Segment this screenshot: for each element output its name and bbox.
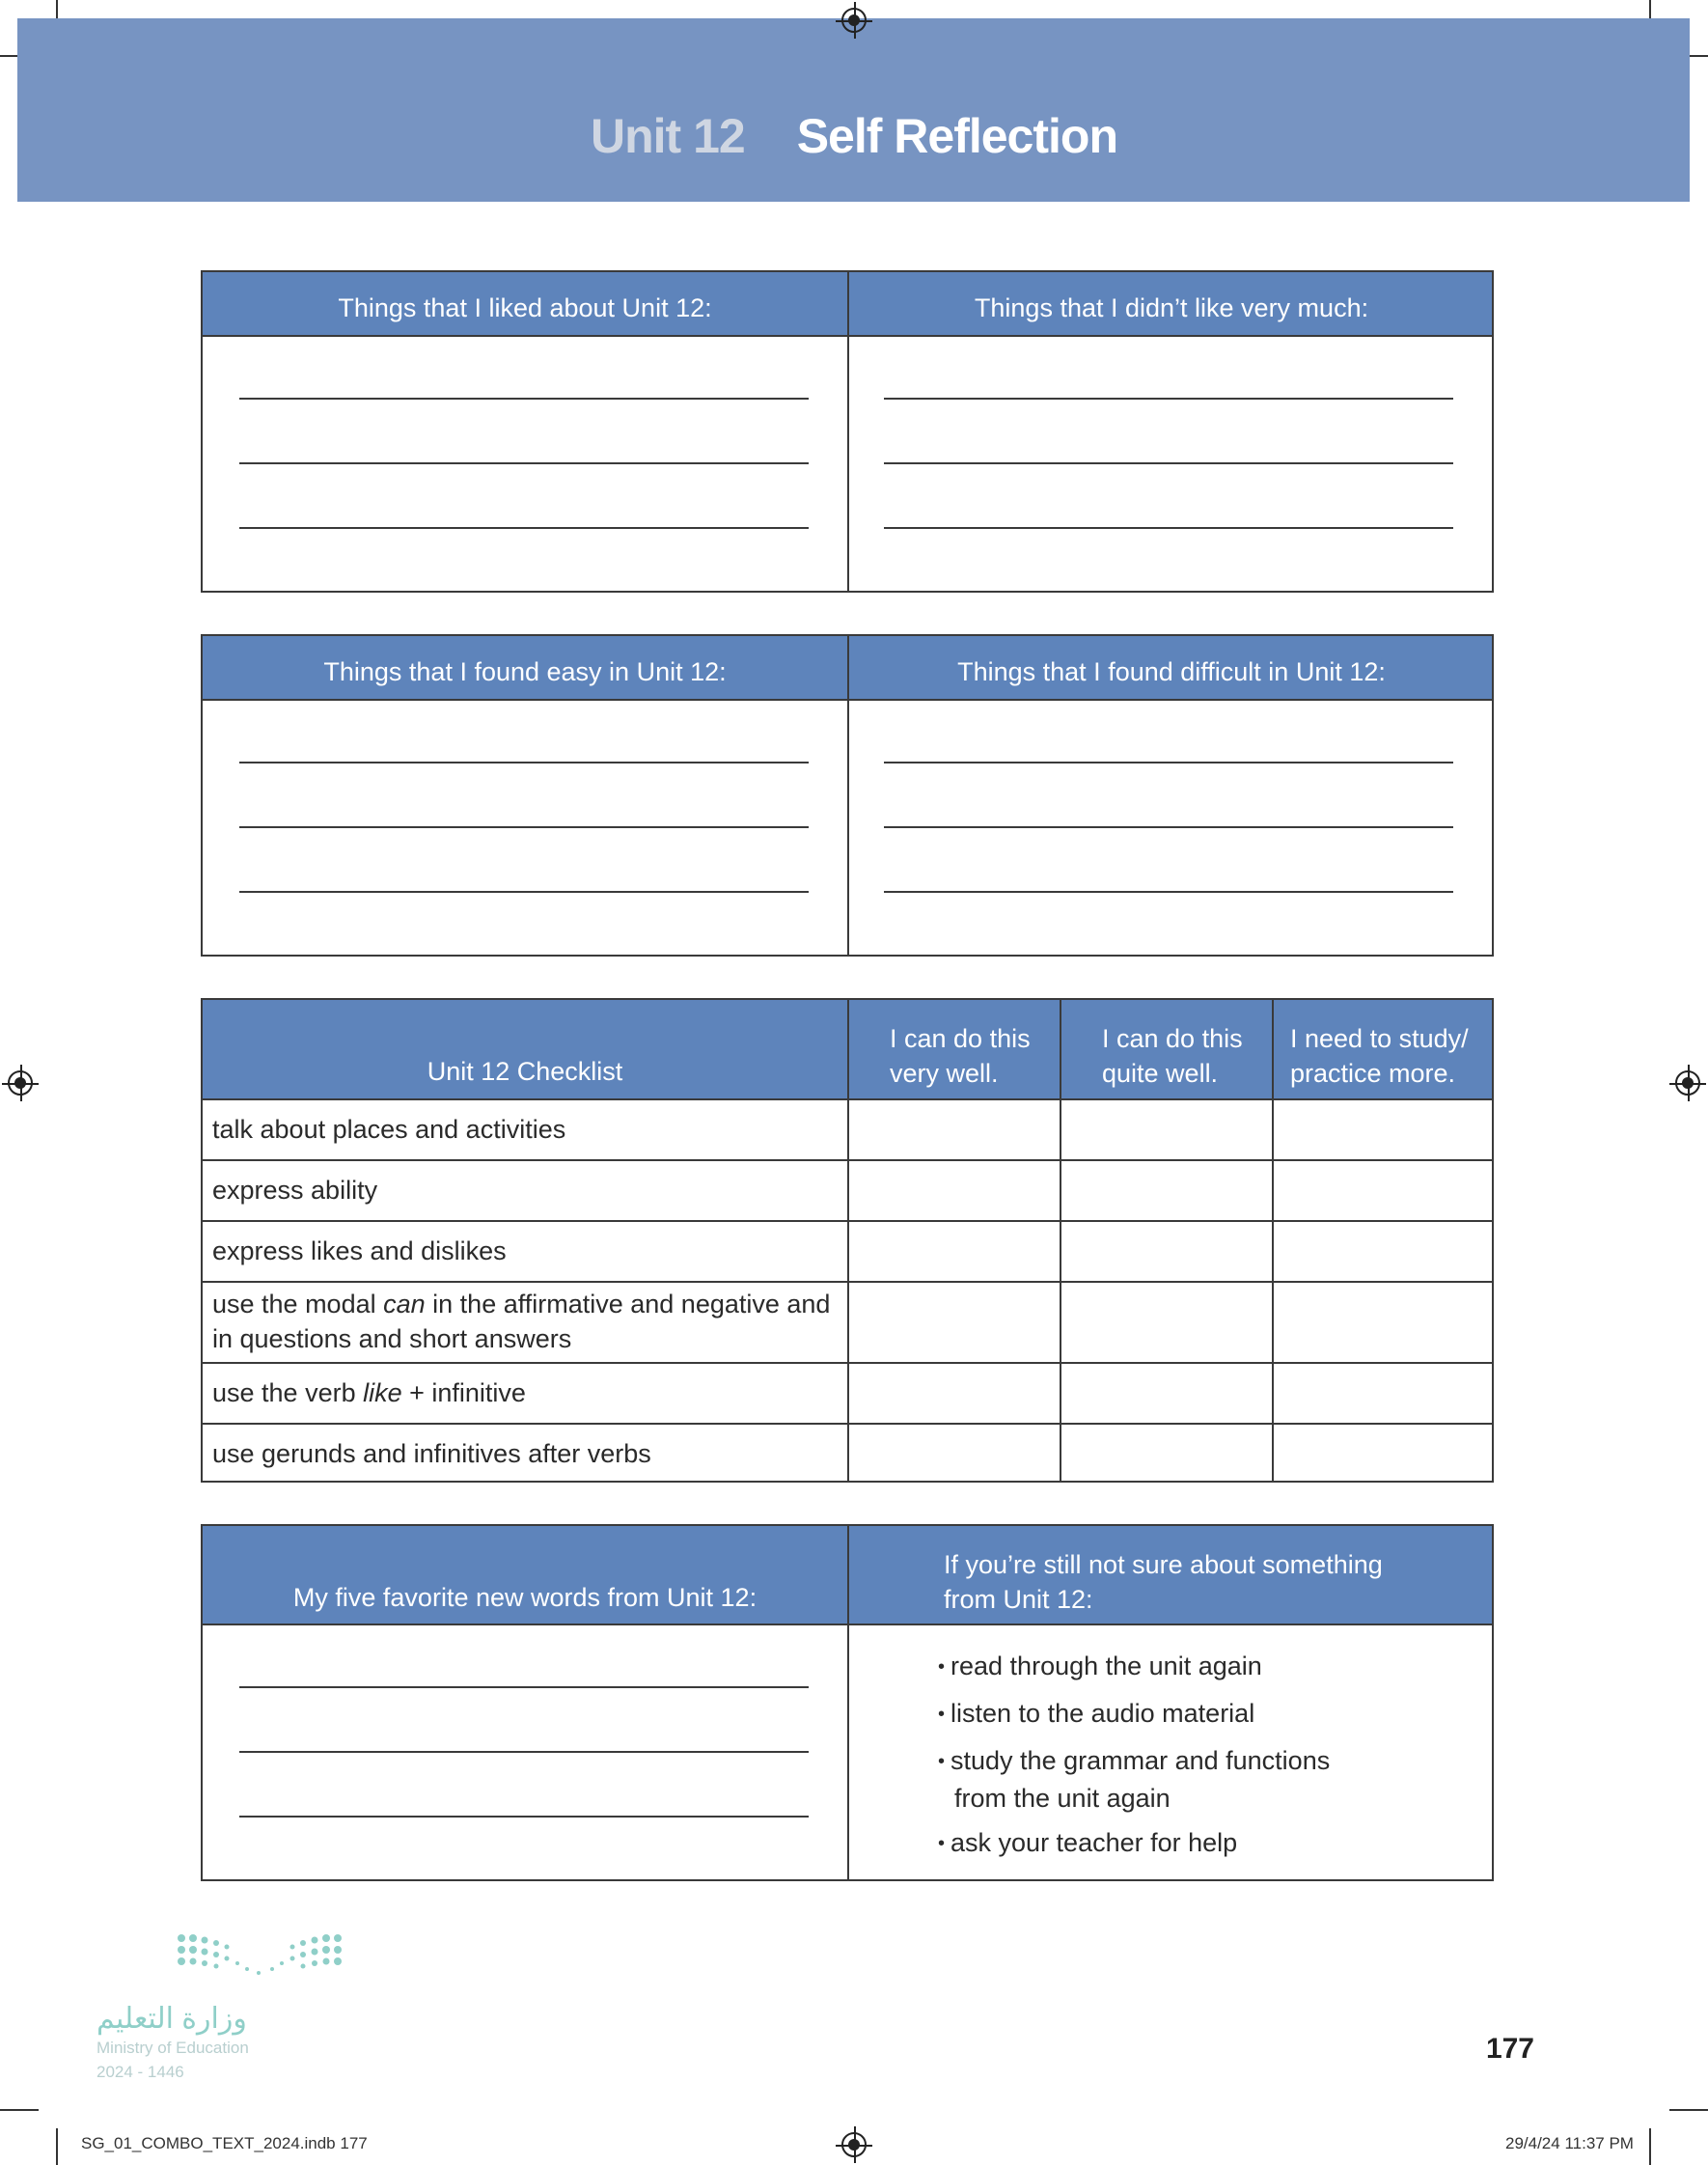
page-title <box>0 108 1708 164</box>
ministry-arabic-name: وزارة التعليم <box>96 2003 247 2035</box>
writing-line[interactable] <box>239 527 809 529</box>
header-easy: Things that I found easy in Unit 12: <box>323 657 727 686</box>
ministry-year: 2024 - 1446 <box>96 2063 184 2081</box>
words-table <box>201 1524 1494 1881</box>
writing-line[interactable] <box>884 762 1453 763</box>
checklist-cell[interactable] <box>1274 1161 1492 1220</box>
column-very-well <box>890 1021 1031 1091</box>
text-part: use the verb <box>212 1378 364 1407</box>
column-label: quite well. <box>1102 1059 1219 1088</box>
crop-mark <box>1649 2128 1651 2165</box>
header-not-sure <box>944 1547 1383 1617</box>
bullet-icon: • <box>938 1704 946 1725</box>
writing-line[interactable] <box>884 826 1453 828</box>
header-difficult: Things that I found difficult in Unit 12: <box>957 657 1386 686</box>
checklist-row-label: talk about places and activities <box>212 1115 566 1144</box>
bullet-icon: • <box>938 1751 946 1772</box>
writing-line[interactable] <box>239 1751 809 1753</box>
bullet-icon: • <box>938 1656 946 1678</box>
checklist-cell[interactable] <box>1274 1222 1492 1281</box>
text-part: in the affirmative and negative and <box>425 1290 831 1318</box>
checklist-row-label <box>212 1375 526 1410</box>
checklist-row-label: express ability <box>212 1176 378 1205</box>
tip-text: from the unit again <box>954 1784 1171 1813</box>
writing-line[interactable] <box>239 891 809 893</box>
writing-line[interactable] <box>239 1816 809 1818</box>
tip-item <box>938 1649 1262 1686</box>
header-line: If you’re still not sure about something <box>944 1550 1383 1579</box>
checklist-cell[interactable] <box>849 1364 1060 1423</box>
divider <box>847 1526 849 1879</box>
crop-mark <box>0 2109 39 2111</box>
page-number: 177 <box>1485 2033 1534 2065</box>
header-line: from Unit 12: <box>944 1585 1093 1614</box>
tip-text: ask your teacher for help <box>950 1828 1238 1857</box>
section-title: Self Reflection <box>796 109 1117 163</box>
text-emphasis: can <box>383 1290 426 1318</box>
writing-line[interactable] <box>239 462 809 464</box>
registration-mark-icon <box>841 2132 867 2157</box>
text-part: use the modal <box>212 1290 384 1318</box>
writing-line[interactable] <box>239 1686 809 1688</box>
column-label: I need to study/ <box>1290 1024 1469 1053</box>
reflection-table-easy <box>201 634 1494 957</box>
unit-label: Unit 12 <box>591 109 745 163</box>
checklist-row-label <box>212 1287 830 1356</box>
footer-date: 29/4/24 11:37 PM <box>1505 2134 1634 2152</box>
checklist-row-label: express likes and dislikes <box>212 1236 507 1265</box>
column-label: I can do this <box>1102 1024 1243 1053</box>
header-liked: Things that I liked about Unit 12: <box>338 293 712 322</box>
checklist-table <box>201 998 1494 1483</box>
checklist-cell[interactable] <box>1061 1425 1272 1481</box>
header-disliked: Things that I didn’t like very much: <box>974 293 1369 322</box>
writing-line[interactable] <box>884 462 1453 464</box>
column-study-more <box>1290 1021 1469 1091</box>
tip-text: read through the unit again <box>950 1652 1262 1680</box>
tip-item <box>938 1825 1237 1863</box>
tip-text: study the grammar and functions <box>950 1746 1331 1775</box>
writing-line[interactable] <box>884 891 1453 893</box>
header-favorite-words: My five favorite new words from Unit 12: <box>292 1583 758 1612</box>
text-emphasis: like <box>363 1378 402 1407</box>
checklist-cell[interactable] <box>1061 1283 1272 1362</box>
checklist-cell[interactable] <box>1061 1100 1272 1159</box>
checklist-cell[interactable] <box>849 1222 1060 1281</box>
checklist-cell[interactable] <box>1061 1364 1272 1423</box>
bullet-icon: • <box>938 1833 946 1854</box>
text-part: + infinitive <box>401 1378 526 1407</box>
column-quite-well <box>1102 1021 1243 1091</box>
crop-mark <box>56 2128 58 2165</box>
ministry-english-name: Ministry of Education <box>96 2039 249 2057</box>
checklist-cell[interactable] <box>1061 1222 1272 1281</box>
registration-mark-icon <box>8 1070 33 1096</box>
text-part: in questions and short answers <box>212 1324 572 1353</box>
writing-line[interactable] <box>239 762 809 763</box>
reflection-table-liked <box>201 270 1494 593</box>
writing-line[interactable] <box>884 398 1453 400</box>
ministry-logo-icon <box>174 1930 347 1988</box>
tip-item <box>938 1743 1330 1816</box>
checklist-cell[interactable] <box>1274 1364 1492 1423</box>
checklist-cell[interactable] <box>1061 1161 1272 1220</box>
checklist-cell[interactable] <box>1274 1283 1492 1362</box>
registration-mark-icon <box>1675 1070 1700 1096</box>
registration-mark-icon <box>841 8 867 33</box>
writing-line[interactable] <box>239 826 809 828</box>
tip-item <box>938 1696 1254 1734</box>
checklist-cell[interactable] <box>849 1100 1060 1159</box>
checklist-cell[interactable] <box>849 1425 1060 1481</box>
checklist-title: Unit 12 Checklist <box>427 1057 623 1086</box>
crop-mark <box>1669 2109 1708 2111</box>
checklist-row-label: use gerunds and infinitives after verbs <box>212 1439 651 1468</box>
column-label: I can do this <box>890 1024 1031 1053</box>
column-label: practice more. <box>1290 1059 1456 1088</box>
footer-file-info: SG_01_COMBO_TEXT_2024.indb 177 <box>81 2134 368 2152</box>
writing-line[interactable] <box>239 398 809 400</box>
writing-line[interactable] <box>884 527 1453 529</box>
checklist-cell[interactable] <box>849 1283 1060 1362</box>
checklist-cell[interactable] <box>849 1161 1060 1220</box>
checklist-cell[interactable] <box>1274 1425 1492 1481</box>
column-label: very well. <box>890 1059 999 1088</box>
checklist-cell[interactable] <box>1274 1100 1492 1159</box>
tip-text: listen to the audio material <box>950 1699 1255 1728</box>
